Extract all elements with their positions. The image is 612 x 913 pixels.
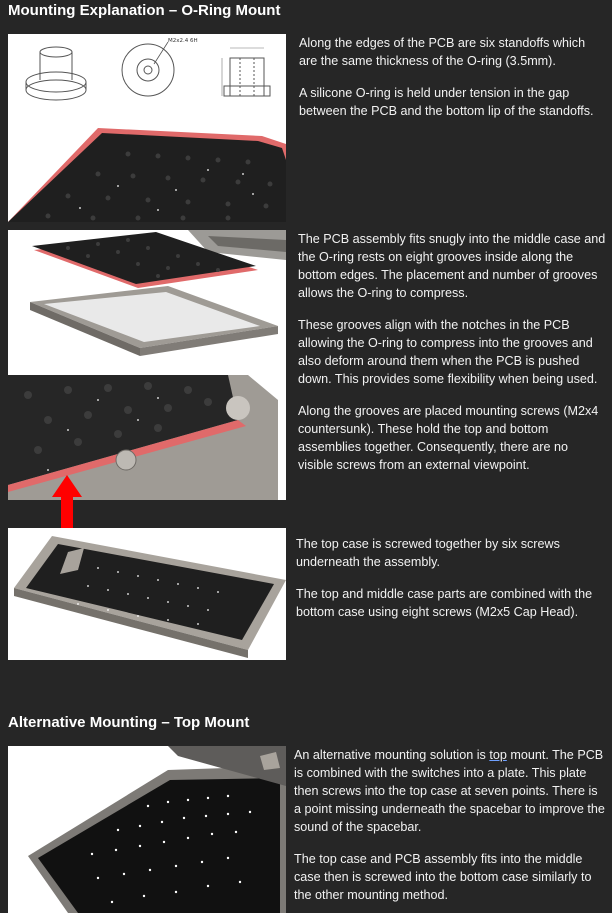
spelling-underlined-word: top xyxy=(489,748,507,762)
section-heading-oring: Mounting Explanation – O-Ring Mount xyxy=(8,2,281,19)
paragraph xyxy=(294,746,606,836)
paragraph: The top case is screwed together by six screws underneath the assembly. xyxy=(296,537,560,569)
paragraph: Along the edges of the PCB are six standoffs which are the same thickness of the O-ring (3.5mm). xyxy=(299,36,586,68)
paragraph: These grooves align with the notches in the PCB allowing the O-ring to compress into the grooves and also deform around them when the PCB is pushed down. This provides some flexibility when being used. xyxy=(298,318,598,386)
red-arrow-icon xyxy=(52,475,82,529)
top-case-render xyxy=(8,528,286,660)
paragraph: The PCB assembly fits snugly into the middle case and the O-ring rests on eight grooves inside along the bottom edges. The placement and number of grooves allows the O-ring to compress. xyxy=(298,232,606,300)
text-run: mount. The PCB is combined with the switches into a plate. This plate then screws into the top case at seven points. There is a point missing underneath the spacebar to improve the sound of the spacebar. xyxy=(294,748,605,834)
middle-case-assembly-image xyxy=(8,230,286,500)
text-block-top-case xyxy=(296,535,602,635)
paragraph: A silicone O-ring is held under tension in the gap between the PCB and the bottom lip of the standoffs. xyxy=(299,86,594,118)
top-mount-render xyxy=(8,746,286,913)
paragraph: Along the grooves are placed mounting screws (M2x4 countersunk). These hold the top and bottom assemblies together. Consequently, there are no visible screws from an external viewpoint. xyxy=(298,404,599,472)
drawing-label: M2x2.4 6H xyxy=(168,38,198,44)
paragraph: The top and middle case parts are combined with the bottom case using eight screws (M2x5 Cap Head). xyxy=(296,587,593,619)
paragraph: The top case and PCB assembly fits into the middle case then is screwed into the bottom case similarly to the other mounting method. xyxy=(294,852,592,902)
section-heading-top-mount: Alternative Mounting – Top Mount xyxy=(8,714,250,731)
text-run: An alternative mounting solution is xyxy=(294,748,490,762)
case-assembly-render xyxy=(8,230,286,500)
oring-standoff-image xyxy=(8,34,286,222)
text-block-standoffs xyxy=(299,34,605,134)
text-block-top-mount xyxy=(294,746,606,913)
text-block-middle-case xyxy=(298,230,606,488)
standoff-drawing xyxy=(8,34,286,222)
top-mount-image xyxy=(8,746,286,913)
top-case-image xyxy=(8,528,286,660)
